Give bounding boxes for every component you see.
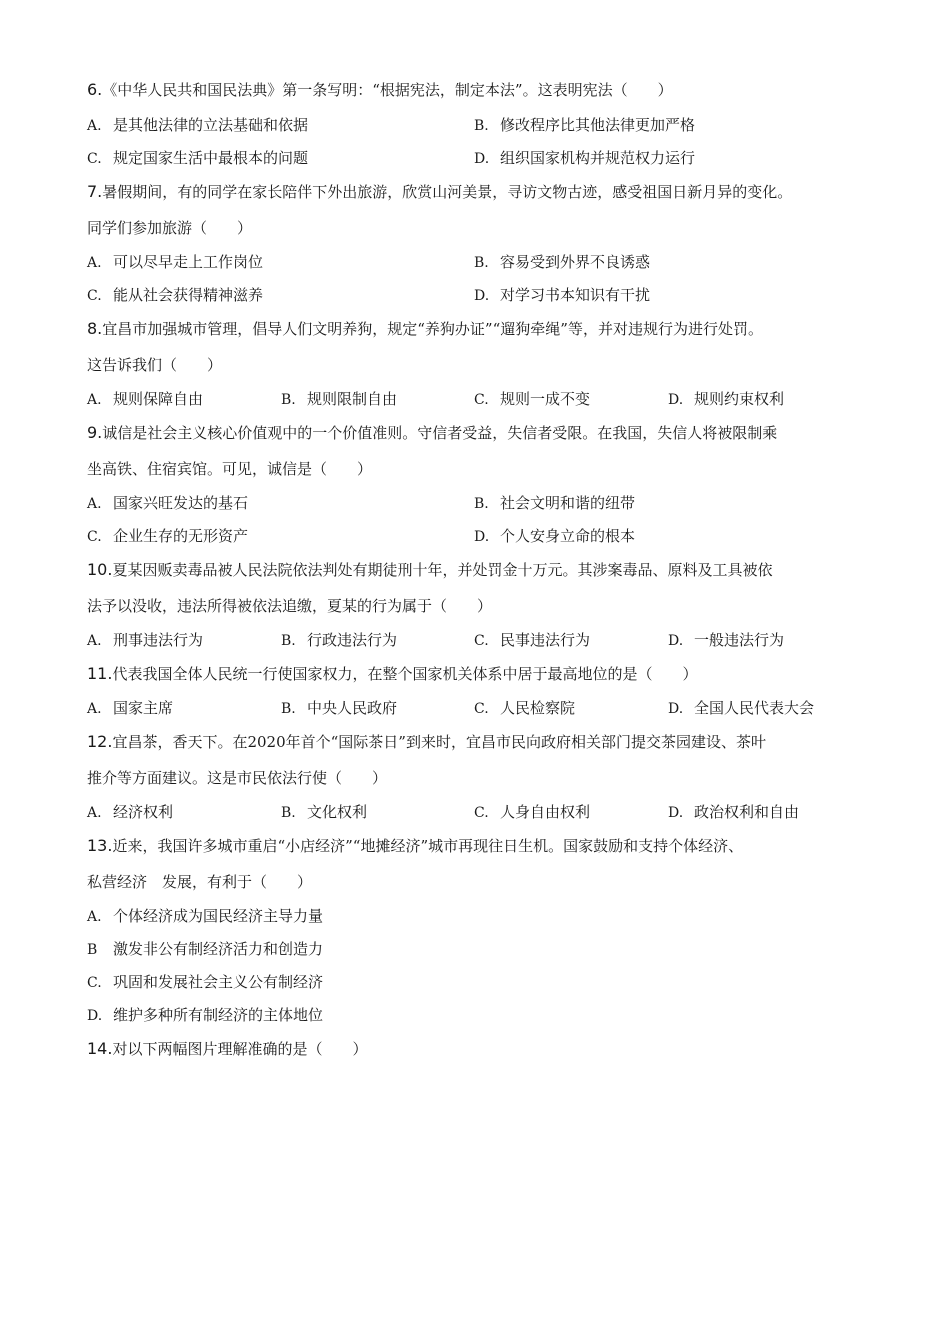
- question-13-option-d: D. 维护多种所有制经济的主体地位: [87, 1006, 324, 1024]
- question-8-stem: 8.宜昌市加强城市管理，倡导人们文明养狗，规定“养狗办证”“遛狗牵绳”等，并对违规行为进行处罚。: [87, 319, 763, 338]
- question-9-option-d: D. 个人安身立命的根本: [474, 527, 636, 545]
- question-8-option-a: A. 规则保障自由: [87, 390, 204, 408]
- question-12-stem-cont: 推介等方面建议。这是市民依法行使（ ）: [87, 769, 388, 787]
- question-number: 9.: [87, 423, 103, 442]
- question-8-option-b: B. 规则限制自由: [281, 390, 398, 408]
- question-10-stem: 10.夏某因贩卖毒品被人民法院依法判处有期徒刑十年，并处罚金十万元。其涉案毒品、原料及工具被依: [87, 560, 773, 579]
- question-13-stem-cont: 私营经济 发展，有利于（ ）: [87, 873, 313, 891]
- question-number: 10.: [87, 560, 113, 579]
- question-number: 14.: [87, 1039, 113, 1058]
- question-7-option-c: C. 能从社会获得精神滋养: [87, 286, 264, 304]
- question-10-option-d: D. 一般违法行为: [668, 631, 785, 649]
- question-number: 8.: [87, 319, 103, 338]
- question-7-option-a: A. 可以尽早走上工作岗位: [87, 253, 264, 271]
- question-13-option-c: C. 巩固和发展社会主义公有制经济: [87, 973, 324, 991]
- question-7-stem-cont: 同学们参加旅游（ ）: [87, 219, 253, 237]
- question-6-stem: 6.《中华人民共和国民法典》第一条写明：“根据宪法，制定本法”。这表明宪法（ ）: [87, 80, 673, 99]
- question-12-option-b: B. 文化权利: [281, 803, 368, 821]
- question-number: 11.: [87, 664, 113, 683]
- question-number: 7.: [87, 182, 103, 201]
- question-13-option-b: B 激发非公有制经济活力和创造力: [87, 940, 324, 958]
- question-11-option-c: C. 人民检察院: [474, 699, 576, 717]
- question-9-option-c: C. 企业生存的无形资产: [87, 527, 249, 545]
- question-12-option-a: A. 经济权利: [87, 803, 174, 821]
- question-8-stem-cont: 这告诉我们（ ）: [87, 356, 223, 374]
- question-7-option-d: D. 对学习书本知识有干扰: [474, 286, 651, 304]
- question-12-option-d: D. 政治权利和自由: [668, 803, 800, 821]
- question-13-option-a: A. 个体经济成为国民经济主导力量: [87, 907, 324, 925]
- question-7-stem: 7.暑假期间，有的同学在家长陪伴下外出旅游，欣赏山河美景，寻访文物古迹，感受祖国日新月异的变化。: [87, 182, 793, 201]
- question-9-option-a: A. 国家兴旺发达的基石: [87, 494, 249, 512]
- question-6-option-c: C. 规定国家生活中最根本的问题: [87, 149, 309, 167]
- question-9-stem-cont: 坐高铁、住宿宾馆。可见，诚信是（ ）: [87, 460, 373, 478]
- question-10-option-b: B. 行政违法行为: [281, 631, 398, 649]
- question-6-option-b: B. 修改程序比其他法律更加严格: [474, 116, 696, 134]
- question-7-option-b: B. 容易受到外界不良诱惑: [474, 253, 651, 271]
- question-12-stem: 12.宜昌茶，香天下。在2020年首个“国际茶日”到来时，宜昌市民向政府相关部门提交茶园建设、茶叶: [87, 732, 766, 751]
- question-9-stem: 9.诚信是社会主义核心价值观中的一个价值准则。守信者受益，失信者受限。在我国，失信人将被限制乘: [87, 423, 778, 442]
- question-12-option-c: C. 人身自由权利: [474, 803, 591, 821]
- question-11-option-a: A. 国家主席: [87, 699, 174, 717]
- question-6-option-d: D. 组织国家机构并规范权力运行: [474, 149, 696, 167]
- question-10-option-c: C. 民事违法行为: [474, 631, 591, 649]
- question-13-stem: 13.近来，我国许多城市重启“小店经济”“地摊经济”城市再现往日生机。国家鼓励和支持个体经济、: [87, 836, 744, 855]
- question-6-option-a: A. 是其他法律的立法基础和依据: [87, 116, 309, 134]
- question-10-option-a: A. 刑事违法行为: [87, 631, 204, 649]
- question-8-option-c: C. 规则一成不变: [474, 390, 591, 408]
- question-9-option-b: B. 社会文明和谐的纽带: [474, 494, 636, 512]
- question-number: 12.: [87, 732, 113, 751]
- question-10-stem-cont: 法予以没收，违法所得被依法追缴，夏某的行为属于（ ）: [87, 597, 493, 615]
- question-11-option-b: B. 中央人民政府: [281, 699, 398, 717]
- question-number: 6.: [87, 80, 103, 99]
- question-number: 13.: [87, 836, 113, 855]
- question-11-option-d: D. 全国人民代表大会: [668, 699, 815, 717]
- question-8-option-d: D. 规则约束权利: [668, 390, 785, 408]
- question-14-stem: 14.对以下两幅图片理解准确的是（ ）: [87, 1039, 368, 1058]
- question-11-stem: 11.代表我国全体人民统一行使国家权力，在整个国家机关体系中居于最高地位的是（ ）: [87, 664, 698, 683]
